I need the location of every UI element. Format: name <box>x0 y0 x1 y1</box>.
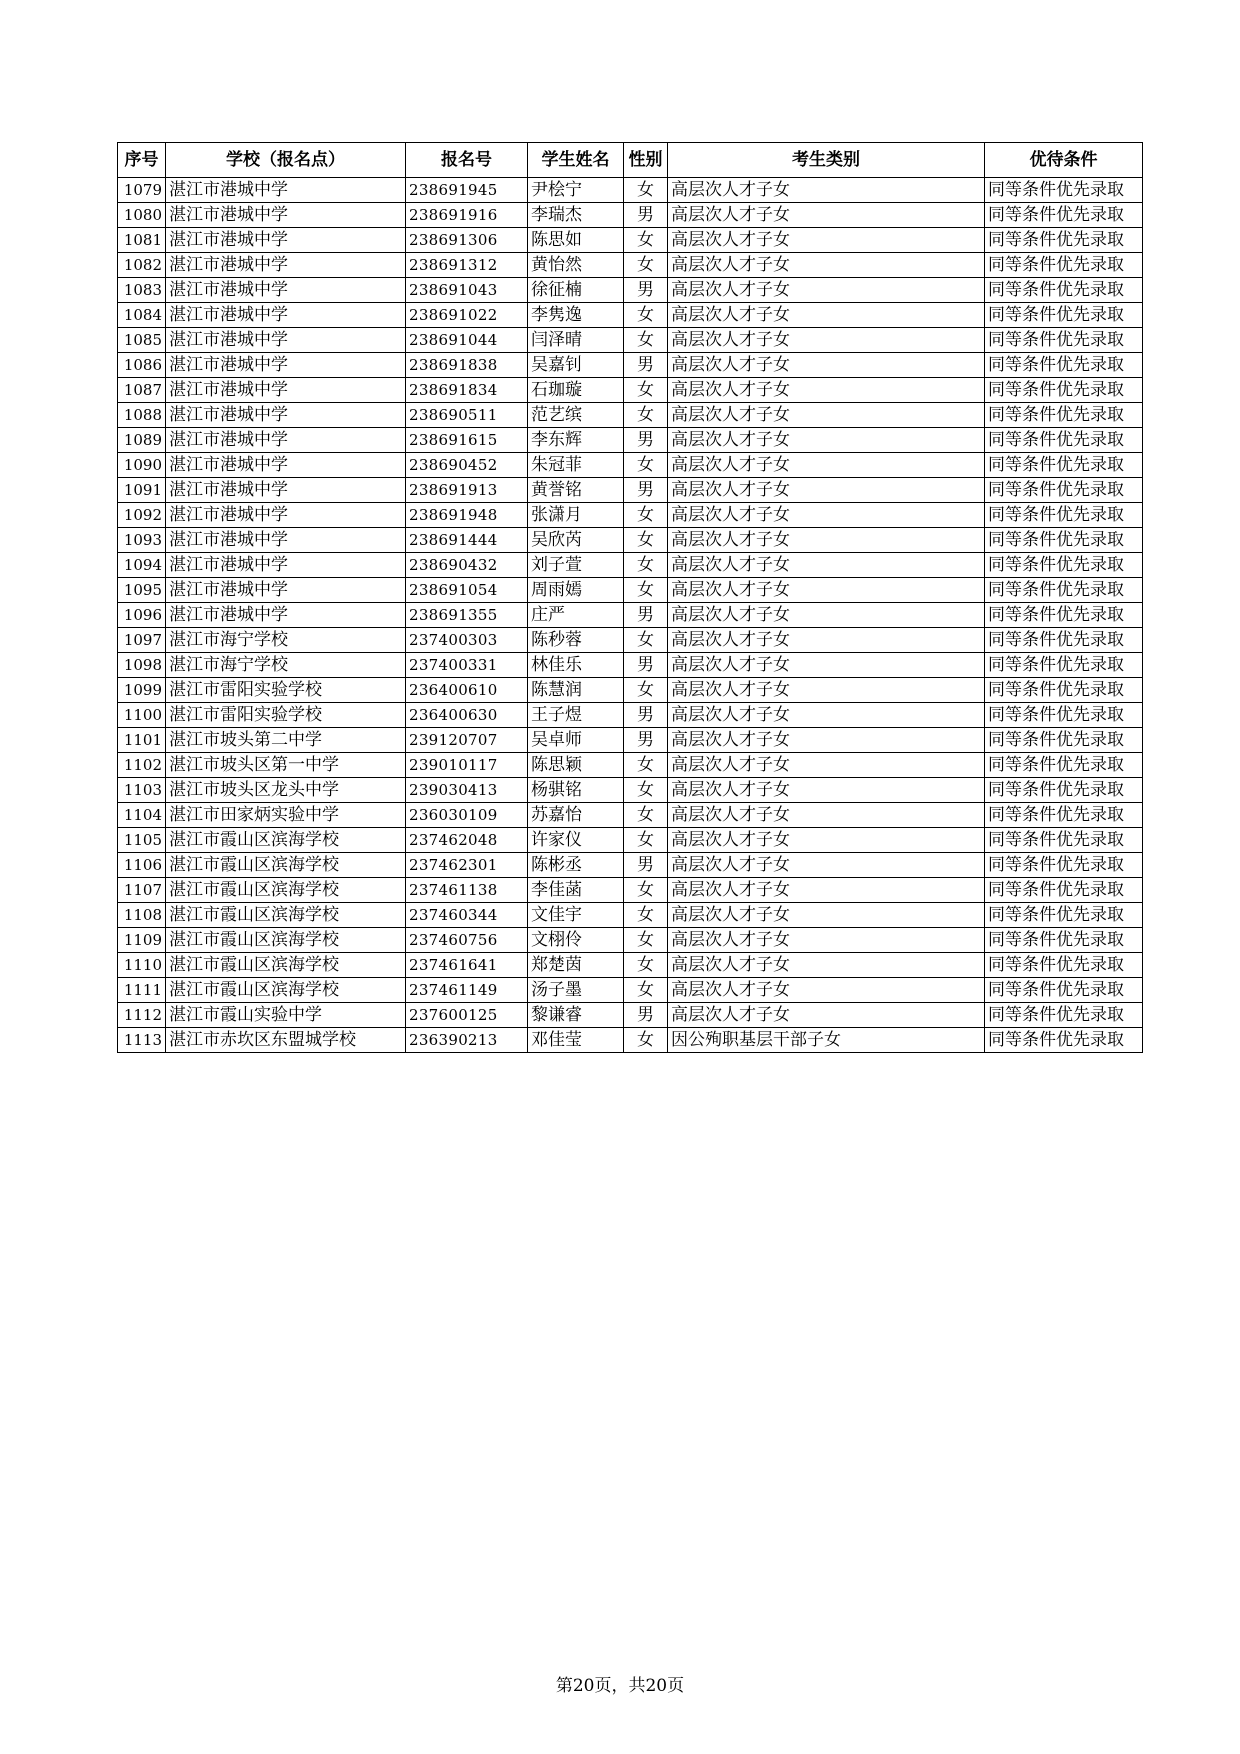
cell-registration-no: 237461138 <box>406 878 528 903</box>
cell-preference: 同等条件优先录取 <box>985 978 1143 1003</box>
cell-preference: 同等条件优先录取 <box>985 178 1143 203</box>
cell-student-name: 黎谦睿 <box>528 1003 624 1028</box>
cell-student-name: 郑楚茵 <box>528 953 624 978</box>
cell-gender: 女 <box>624 253 668 278</box>
table-row <box>118 678 1143 703</box>
cell-gender: 女 <box>624 378 668 403</box>
cell-registration-no: 238691044 <box>406 328 528 353</box>
cell-student-name: 陈慧润 <box>528 678 624 703</box>
cell-registration-no: 238690432 <box>406 553 528 578</box>
cell-school: 湛江市霞山区滨海学校 <box>166 903 406 928</box>
cell-school: 湛江市坡头区龙头中学 <box>166 778 406 803</box>
table-row <box>118 478 1143 503</box>
cell-preference: 同等条件优先录取 <box>985 828 1143 853</box>
table-row <box>118 953 1143 978</box>
table-row <box>118 303 1143 328</box>
table-row <box>118 803 1143 828</box>
cell-category: 高层次人才子女 <box>668 553 985 578</box>
cell-serial: 1091 <box>118 478 166 503</box>
cell-category: 高层次人才子女 <box>668 303 985 328</box>
cell-student-name: 徐征楠 <box>528 278 624 303</box>
table-row <box>118 978 1143 1003</box>
cell-student-name: 邓佳莹 <box>528 1028 624 1053</box>
cell-serial: 1106 <box>118 853 166 878</box>
cell-gender: 女 <box>624 753 668 778</box>
cell-student-name: 陈彬丞 <box>528 853 624 878</box>
cell-serial: 1096 <box>118 603 166 628</box>
admission-table <box>117 142 1143 1053</box>
table-row <box>118 528 1143 553</box>
cell-student-name: 陈秒蓉 <box>528 628 624 653</box>
cell-registration-no: 238691312 <box>406 253 528 278</box>
cell-gender: 女 <box>624 403 668 428</box>
cell-student-name: 林佳乐 <box>528 653 624 678</box>
cell-category: 高层次人才子女 <box>668 203 985 228</box>
table-row <box>118 778 1143 803</box>
cell-registration-no: 237460344 <box>406 903 528 928</box>
cell-gender: 女 <box>624 828 668 853</box>
cell-serial: 1102 <box>118 753 166 778</box>
cell-serial: 1095 <box>118 578 166 603</box>
cell-preference: 同等条件优先录取 <box>985 678 1143 703</box>
cell-school: 湛江市港城中学 <box>166 303 406 328</box>
cell-category: 高层次人才子女 <box>668 578 985 603</box>
cell-registration-no: 238691916 <box>406 203 528 228</box>
cell-gender: 男 <box>624 428 668 453</box>
cell-category: 高层次人才子女 <box>668 403 985 428</box>
cell-registration-no: 238691054 <box>406 578 528 603</box>
table-row <box>118 603 1143 628</box>
cell-serial: 1084 <box>118 303 166 328</box>
cell-gender: 女 <box>624 1028 668 1053</box>
cell-school: 湛江市雷阳实验学校 <box>166 678 406 703</box>
cell-school: 湛江市港城中学 <box>166 253 406 278</box>
cell-gender: 男 <box>624 278 668 303</box>
cell-preference: 同等条件优先录取 <box>985 553 1143 578</box>
cell-gender: 女 <box>624 528 668 553</box>
cell-student-name: 范艺缤 <box>528 403 624 428</box>
cell-school: 湛江市港城中学 <box>166 478 406 503</box>
cell-school: 湛江市赤坎区东盟城学校 <box>166 1028 406 1053</box>
cell-student-name: 周雨嫣 <box>528 578 624 603</box>
cell-gender: 男 <box>624 603 668 628</box>
cell-registration-no: 237400303 <box>406 628 528 653</box>
cell-student-name: 吴嘉钊 <box>528 353 624 378</box>
cell-preference: 同等条件优先录取 <box>985 703 1143 728</box>
cell-serial: 1081 <box>118 228 166 253</box>
cell-category: 高层次人才子女 <box>668 978 985 1003</box>
cell-registration-no: 237460756 <box>406 928 528 953</box>
cell-school: 湛江市港城中学 <box>166 503 406 528</box>
cell-serial: 1085 <box>118 328 166 353</box>
cell-category: 高层次人才子女 <box>668 653 985 678</box>
cell-school: 湛江市霞山区滨海学校 <box>166 853 406 878</box>
cell-serial: 1099 <box>118 678 166 703</box>
cell-student-name: 陈思颖 <box>528 753 624 778</box>
cell-registration-no: 238691022 <box>406 303 528 328</box>
cell-gender: 女 <box>624 228 668 253</box>
cell-gender: 女 <box>624 453 668 478</box>
cell-student-name: 杨骐铭 <box>528 778 624 803</box>
cell-gender: 男 <box>624 703 668 728</box>
cell-school: 湛江市港城中学 <box>166 603 406 628</box>
cell-serial: 1083 <box>118 278 166 303</box>
cell-registration-no: 238691913 <box>406 478 528 503</box>
cell-registration-no: 237462048 <box>406 828 528 853</box>
table-row <box>118 203 1143 228</box>
cell-preference: 同等条件优先录取 <box>985 753 1143 778</box>
cell-registration-no: 239010117 <box>406 753 528 778</box>
cell-category: 高层次人才子女 <box>668 378 985 403</box>
cell-category: 高层次人才子女 <box>668 178 985 203</box>
cell-registration-no: 239030413 <box>406 778 528 803</box>
cell-preference: 同等条件优先录取 <box>985 653 1143 678</box>
cell-category: 高层次人才子女 <box>668 628 985 653</box>
cell-student-name: 文佳宇 <box>528 903 624 928</box>
cell-serial: 1087 <box>118 378 166 403</box>
cell-registration-no: 237600125 <box>406 1003 528 1028</box>
table-row <box>118 653 1143 678</box>
cell-school: 湛江市霞山区滨海学校 <box>166 953 406 978</box>
cell-gender: 女 <box>624 628 668 653</box>
cell-registration-no: 238691615 <box>406 428 528 453</box>
cell-gender: 男 <box>624 1003 668 1028</box>
table-row <box>118 928 1143 953</box>
cell-serial: 1109 <box>118 928 166 953</box>
cell-student-name: 刘子萱 <box>528 553 624 578</box>
cell-preference: 同等条件优先录取 <box>985 278 1143 303</box>
cell-category: 高层次人才子女 <box>668 1003 985 1028</box>
table-row <box>118 903 1143 928</box>
cell-gender: 女 <box>624 878 668 903</box>
table-row <box>118 378 1143 403</box>
cell-preference: 同等条件优先录取 <box>985 803 1143 828</box>
cell-category: 高层次人才子女 <box>668 428 985 453</box>
header-gender: 性别 <box>624 143 668 178</box>
cell-student-name: 尹桧宁 <box>528 178 624 203</box>
cell-registration-no: 237461641 <box>406 953 528 978</box>
table-row <box>118 503 1143 528</box>
cell-student-name: 闫泽晴 <box>528 328 624 353</box>
cell-student-name: 汤子墨 <box>528 978 624 1003</box>
cell-preference: 同等条件优先录取 <box>985 1003 1143 1028</box>
cell-registration-no: 238691838 <box>406 353 528 378</box>
cell-serial: 1088 <box>118 403 166 428</box>
cell-category: 高层次人才子女 <box>668 228 985 253</box>
table-row <box>118 453 1143 478</box>
cell-preference: 同等条件优先录取 <box>985 228 1143 253</box>
cell-serial: 1098 <box>118 653 166 678</box>
cell-preference: 同等条件优先录取 <box>985 328 1143 353</box>
header-category: 考生类别 <box>668 143 985 178</box>
cell-gender: 女 <box>624 903 668 928</box>
cell-school: 湛江市港城中学 <box>166 178 406 203</box>
cell-school: 湛江市海宁学校 <box>166 653 406 678</box>
header-preference: 优待条件 <box>985 143 1143 178</box>
cell-school: 湛江市坡头第二中学 <box>166 728 406 753</box>
table-row <box>118 1028 1143 1053</box>
cell-category: 因公殉职基层干部子女 <box>668 1028 985 1053</box>
cell-preference: 同等条件优先录取 <box>985 303 1143 328</box>
cell-gender: 男 <box>624 653 668 678</box>
cell-serial: 1113 <box>118 1028 166 1053</box>
cell-school: 湛江市港城中学 <box>166 228 406 253</box>
cell-registration-no: 237400331 <box>406 653 528 678</box>
table-row <box>118 328 1143 353</box>
cell-preference: 同等条件优先录取 <box>985 403 1143 428</box>
cell-gender: 女 <box>624 678 668 703</box>
cell-registration-no: 238691945 <box>406 178 528 203</box>
cell-serial: 1080 <box>118 203 166 228</box>
table-row <box>118 253 1143 278</box>
cell-serial: 1103 <box>118 778 166 803</box>
cell-student-name: 许家仪 <box>528 828 624 853</box>
cell-registration-no: 238691834 <box>406 378 528 403</box>
cell-registration-no: 238691948 <box>406 503 528 528</box>
cell-category: 高层次人才子女 <box>668 753 985 778</box>
cell-gender: 女 <box>624 953 668 978</box>
table-row <box>118 228 1143 253</box>
table-row <box>118 853 1143 878</box>
cell-student-name: 张潇月 <box>528 503 624 528</box>
cell-category: 高层次人才子女 <box>668 928 985 953</box>
cell-school: 湛江市港城中学 <box>166 553 406 578</box>
table-row <box>118 728 1143 753</box>
cell-serial: 1111 <box>118 978 166 1003</box>
cell-gender: 女 <box>624 803 668 828</box>
table-row <box>118 628 1143 653</box>
cell-serial: 1093 <box>118 528 166 553</box>
cell-preference: 同等条件优先录取 <box>985 203 1143 228</box>
table-row <box>118 1003 1143 1028</box>
cell-registration-no: 237462301 <box>406 853 528 878</box>
cell-student-name: 吴卓师 <box>528 728 624 753</box>
cell-category: 高层次人才子女 <box>668 328 985 353</box>
cell-category: 高层次人才子女 <box>668 828 985 853</box>
cell-preference: 同等条件优先录取 <box>985 378 1143 403</box>
cell-serial: 1094 <box>118 553 166 578</box>
cell-preference: 同等条件优先录取 <box>985 453 1143 478</box>
cell-category: 高层次人才子女 <box>668 528 985 553</box>
cell-school: 湛江市港城中学 <box>166 403 406 428</box>
cell-preference: 同等条件优先录取 <box>985 253 1143 278</box>
cell-student-name: 庄严 <box>528 603 624 628</box>
cell-category: 高层次人才子女 <box>668 253 985 278</box>
cell-student-name: 李东辉 <box>528 428 624 453</box>
cell-school: 湛江市雷阳实验学校 <box>166 703 406 728</box>
cell-student-name: 黄誉铭 <box>528 478 624 503</box>
cell-preference: 同等条件优先录取 <box>985 728 1143 753</box>
cell-registration-no: 239120707 <box>406 728 528 753</box>
cell-category: 高层次人才子女 <box>668 703 985 728</box>
cell-preference: 同等条件优先录取 <box>985 928 1143 953</box>
cell-school: 湛江市港城中学 <box>166 203 406 228</box>
cell-preference: 同等条件优先录取 <box>985 628 1143 653</box>
cell-student-name: 李瑞杰 <box>528 203 624 228</box>
table-header-row <box>118 143 1143 178</box>
cell-school: 湛江市霞山区滨海学校 <box>166 828 406 853</box>
cell-student-name: 陈思如 <box>528 228 624 253</box>
cell-category: 高层次人才子女 <box>668 728 985 753</box>
cell-registration-no: 236390213 <box>406 1028 528 1053</box>
cell-preference: 同等条件优先录取 <box>985 528 1143 553</box>
cell-category: 高层次人才子女 <box>668 353 985 378</box>
cell-gender: 女 <box>624 178 668 203</box>
cell-school: 湛江市港城中学 <box>166 353 406 378</box>
cell-preference: 同等条件优先录取 <box>985 603 1143 628</box>
cell-preference: 同等条件优先录取 <box>985 1028 1143 1053</box>
cell-serial: 1105 <box>118 828 166 853</box>
cell-registration-no: 238690452 <box>406 453 528 478</box>
cell-serial: 1079 <box>118 178 166 203</box>
cell-gender: 男 <box>624 203 668 228</box>
cell-serial: 1101 <box>118 728 166 753</box>
cell-registration-no: 237461149 <box>406 978 528 1003</box>
cell-gender: 男 <box>624 853 668 878</box>
cell-school: 湛江市港城中学 <box>166 528 406 553</box>
cell-student-name: 李佳菡 <box>528 878 624 903</box>
cell-gender: 女 <box>624 503 668 528</box>
cell-category: 高层次人才子女 <box>668 778 985 803</box>
cell-preference: 同等条件优先录取 <box>985 778 1143 803</box>
table-row <box>118 278 1143 303</box>
cell-registration-no: 238691444 <box>406 528 528 553</box>
cell-registration-no: 236030109 <box>406 803 528 828</box>
cell-school: 湛江市港城中学 <box>166 328 406 353</box>
table-row <box>118 753 1143 778</box>
header-registration-no: 报名号 <box>406 143 528 178</box>
cell-preference: 同等条件优先录取 <box>985 353 1143 378</box>
cell-school: 湛江市霞山区滨海学校 <box>166 928 406 953</box>
table-row <box>118 353 1143 378</box>
cell-serial: 1082 <box>118 253 166 278</box>
cell-school: 湛江市坡头区第一中学 <box>166 753 406 778</box>
header-serial: 序号 <box>118 143 166 178</box>
header-student-name: 学生姓名 <box>528 143 624 178</box>
cell-serial: 1097 <box>118 628 166 653</box>
cell-category: 高层次人才子女 <box>668 503 985 528</box>
cell-gender: 男 <box>624 353 668 378</box>
cell-preference: 同等条件优先录取 <box>985 578 1143 603</box>
cell-category: 高层次人才子女 <box>668 803 985 828</box>
cell-preference: 同等条件优先录取 <box>985 428 1143 453</box>
cell-gender: 女 <box>624 578 668 603</box>
cell-school: 湛江市港城中学 <box>166 378 406 403</box>
cell-student-name: 石珈璇 <box>528 378 624 403</box>
cell-category: 高层次人才子女 <box>668 878 985 903</box>
cell-serial: 1107 <box>118 878 166 903</box>
cell-registration-no: 238691355 <box>406 603 528 628</box>
cell-category: 高层次人才子女 <box>668 953 985 978</box>
cell-school: 湛江市田家炳实验中学 <box>166 803 406 828</box>
cell-gender: 女 <box>624 978 668 1003</box>
cell-category: 高层次人才子女 <box>668 453 985 478</box>
cell-student-name: 苏嘉怡 <box>528 803 624 828</box>
table-row <box>118 703 1143 728</box>
cell-preference: 同等条件优先录取 <box>985 878 1143 903</box>
cell-school: 湛江市港城中学 <box>166 578 406 603</box>
cell-student-name: 朱冠菲 <box>528 453 624 478</box>
cell-category: 高层次人才子女 <box>668 678 985 703</box>
cell-student-name: 吴欣芮 <box>528 528 624 553</box>
cell-gender: 女 <box>624 778 668 803</box>
cell-registration-no: 238691306 <box>406 228 528 253</box>
cell-registration-no: 236400630 <box>406 703 528 728</box>
cell-registration-no: 238690511 <box>406 403 528 428</box>
table-row <box>118 428 1143 453</box>
header-school: 学校（报名点） <box>166 143 406 178</box>
cell-school: 湛江市霞山区滨海学校 <box>166 978 406 1003</box>
cell-preference: 同等条件优先录取 <box>985 503 1143 528</box>
cell-category: 高层次人才子女 <box>668 478 985 503</box>
table-row <box>118 578 1143 603</box>
cell-serial: 1104 <box>118 803 166 828</box>
table-row <box>118 403 1143 428</box>
cell-gender: 女 <box>624 328 668 353</box>
cell-category: 高层次人才子女 <box>668 278 985 303</box>
cell-school: 湛江市港城中学 <box>166 453 406 478</box>
cell-registration-no: 238691043 <box>406 278 528 303</box>
cell-school: 湛江市霞山实验中学 <box>166 1003 406 1028</box>
cell-category: 高层次人才子女 <box>668 603 985 628</box>
cell-serial: 1089 <box>118 428 166 453</box>
cell-preference: 同等条件优先录取 <box>985 953 1143 978</box>
cell-student-name: 文栩伶 <box>528 928 624 953</box>
cell-gender: 男 <box>624 728 668 753</box>
cell-student-name: 李隽逸 <box>528 303 624 328</box>
cell-gender: 女 <box>624 928 668 953</box>
cell-category: 高层次人才子女 <box>668 853 985 878</box>
table-body <box>118 178 1143 1053</box>
cell-school: 湛江市霞山区滨海学校 <box>166 878 406 903</box>
cell-registration-no: 236400610 <box>406 678 528 703</box>
cell-school: 湛江市港城中学 <box>166 428 406 453</box>
cell-serial: 1110 <box>118 953 166 978</box>
page-footer: 第20页，共20页 <box>555 1676 685 1696</box>
table-row <box>118 878 1143 903</box>
table-row <box>118 553 1143 578</box>
cell-serial: 1112 <box>118 1003 166 1028</box>
cell-student-name: 王子煜 <box>528 703 624 728</box>
cell-gender: 男 <box>624 478 668 503</box>
cell-serial: 1090 <box>118 453 166 478</box>
cell-serial: 1108 <box>118 903 166 928</box>
cell-preference: 同等条件优先录取 <box>985 478 1143 503</box>
cell-preference: 同等条件优先录取 <box>985 903 1143 928</box>
cell-school: 湛江市港城中学 <box>166 278 406 303</box>
cell-serial: 1100 <box>118 703 166 728</box>
cell-category: 高层次人才子女 <box>668 903 985 928</box>
cell-preference: 同等条件优先录取 <box>985 853 1143 878</box>
cell-gender: 女 <box>624 553 668 578</box>
cell-gender: 女 <box>624 303 668 328</box>
table-row <box>118 178 1143 203</box>
cell-school: 湛江市海宁学校 <box>166 628 406 653</box>
cell-serial: 1092 <box>118 503 166 528</box>
table-row <box>118 828 1143 853</box>
cell-student-name: 黄怡然 <box>528 253 624 278</box>
cell-serial: 1086 <box>118 353 166 378</box>
